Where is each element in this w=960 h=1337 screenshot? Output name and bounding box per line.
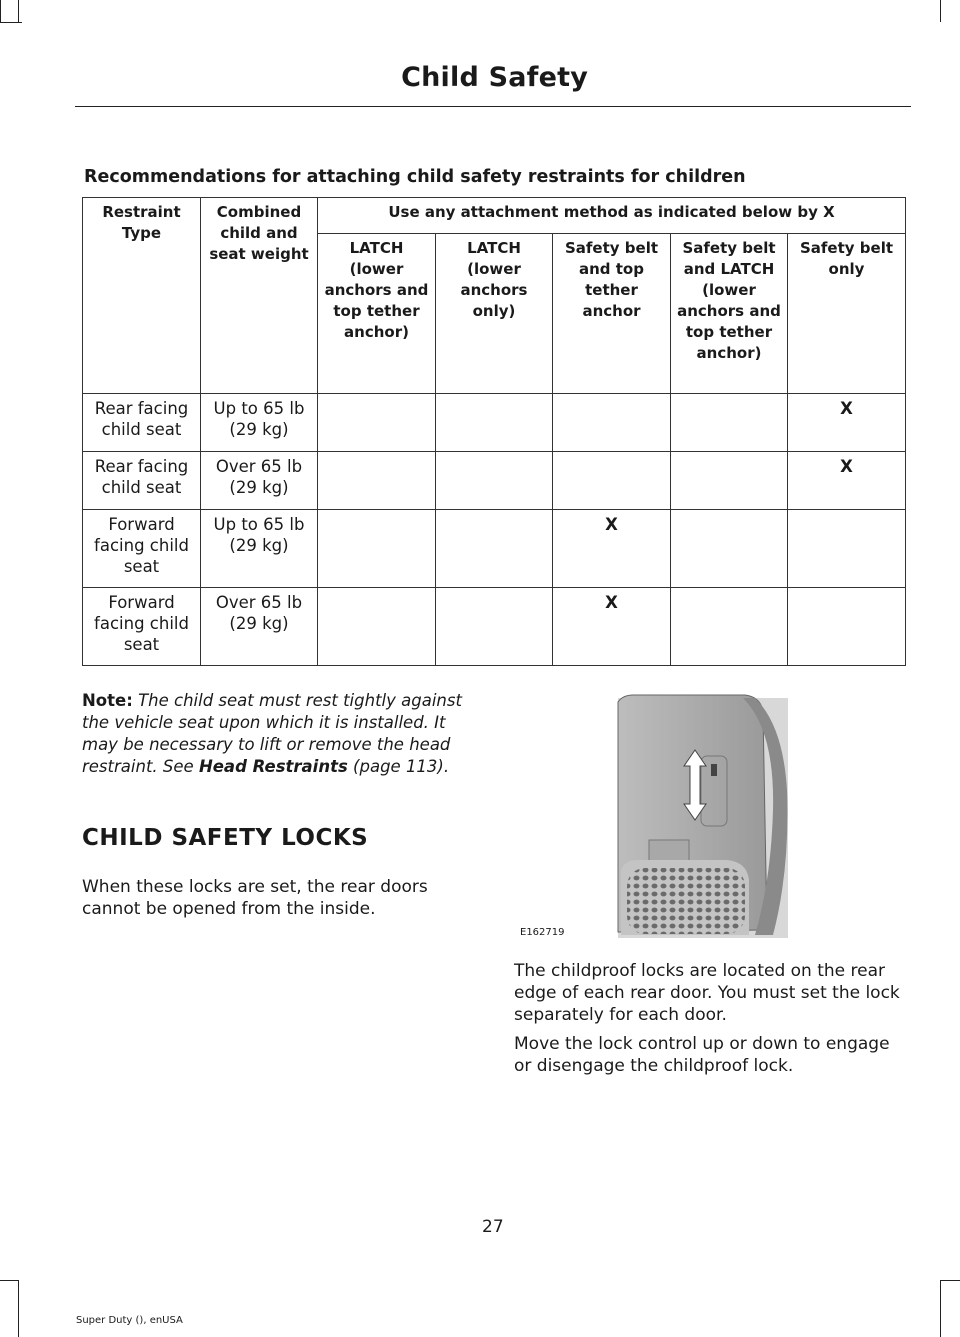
cell-restraint: Forward facing child seat	[83, 588, 201, 666]
footer-doc-label: Super Duty (), enUSA	[76, 1315, 183, 1326]
cell-weight: Over 65 lb (29 kg)	[201, 588, 318, 666]
door-lock-figure	[515, 690, 795, 945]
table-row	[83, 452, 906, 510]
cell-mark: X	[788, 452, 906, 510]
cell-mark	[788, 588, 906, 666]
page-number: 27	[482, 1217, 504, 1237]
cell-mark: X	[553, 510, 671, 588]
cell-restraint: Rear facing child seat	[83, 452, 201, 510]
cell-restraint: Rear facing child seat	[83, 394, 201, 452]
cell-mark	[436, 394, 553, 452]
head-restraints-link[interactable]: Head Restraints	[198, 757, 348, 776]
cell-mark	[436, 588, 553, 666]
right-paragraph-1: The childproof locks are located on the rear edge of each rear door. You must set the lock separately for each door.	[514, 961, 900, 1025]
header-method: LATCH (lower anchors only)	[436, 234, 553, 394]
cell-mark	[671, 394, 788, 452]
crop-mark	[940, 0, 941, 22]
door-lock-illustration-icon	[515, 690, 795, 945]
note-page-ref: (page 113).	[353, 757, 450, 776]
header-method: Safety belt and LATCH (lower anchors and top tether anchor)	[671, 234, 788, 394]
crop-mark	[940, 1280, 941, 1337]
cell-mark	[553, 452, 671, 510]
cell-mark	[318, 452, 436, 510]
header-method: LATCH (lower anchors and top tether anchor)	[318, 234, 436, 394]
cell-mark	[788, 510, 906, 588]
cell-restraint: Forward facing child seat	[83, 510, 201, 588]
header-restraint-type: Restraint Type	[83, 198, 201, 394]
table-row	[83, 394, 906, 452]
cell-mark: X	[553, 588, 671, 666]
cell-mark	[436, 510, 553, 588]
note-paragraph	[82, 690, 472, 778]
crop-mark	[0, 0, 1, 22]
crop-mark	[18, 1280, 19, 1337]
cell-weight: Over 65 lb (29 kg)	[201, 452, 318, 510]
header-attachment-group: Use any attachment method as indicated below by X	[318, 198, 906, 234]
table-caption: Recommendations for attaching child safety restraints for children	[84, 167, 746, 187]
note-text: The child seat must rest tightly against the vehicle seat upon which it is installed. It may be necessary to lift or remove the head restraint. See	[82, 691, 462, 776]
cell-weight: Up to 65 lb (29 kg)	[201, 510, 318, 588]
header-method: Safety belt and top tether anchor	[553, 234, 671, 394]
restraint-table	[82, 197, 906, 666]
header-rule	[75, 106, 911, 107]
crop-mark	[18, 0, 19, 22]
cell-mark	[436, 452, 553, 510]
cell-mark	[318, 394, 436, 452]
note-label: Note:	[82, 691, 133, 710]
figure-id: E162719	[520, 927, 565, 938]
cell-mark	[318, 510, 436, 588]
cell-mark	[318, 588, 436, 666]
cell-mark: X	[788, 394, 906, 452]
right-paragraph-2: Move the lock control up or down to engage or disengage the childproof lock.	[514, 1034, 890, 1076]
table-row	[83, 510, 906, 588]
cell-mark	[671, 452, 788, 510]
crop-mark	[940, 1280, 960, 1281]
header-weight: Combined child and seat weight	[201, 198, 318, 394]
table-row	[83, 588, 906, 666]
cell-weight: Up to 65 lb (29 kg)	[201, 394, 318, 452]
page-title: Child Safety	[401, 62, 588, 93]
cell-mark	[671, 588, 788, 666]
cell-mark	[671, 510, 788, 588]
section-intro: When these locks are set, the rear doors cannot be opened from the inside.	[82, 877, 428, 919]
section-heading: CHILD SAFETY LOCKS	[82, 825, 369, 851]
crop-mark	[0, 22, 22, 23]
header-method: Safety belt only	[788, 234, 906, 394]
crop-mark	[0, 1280, 18, 1281]
cell-mark	[553, 394, 671, 452]
